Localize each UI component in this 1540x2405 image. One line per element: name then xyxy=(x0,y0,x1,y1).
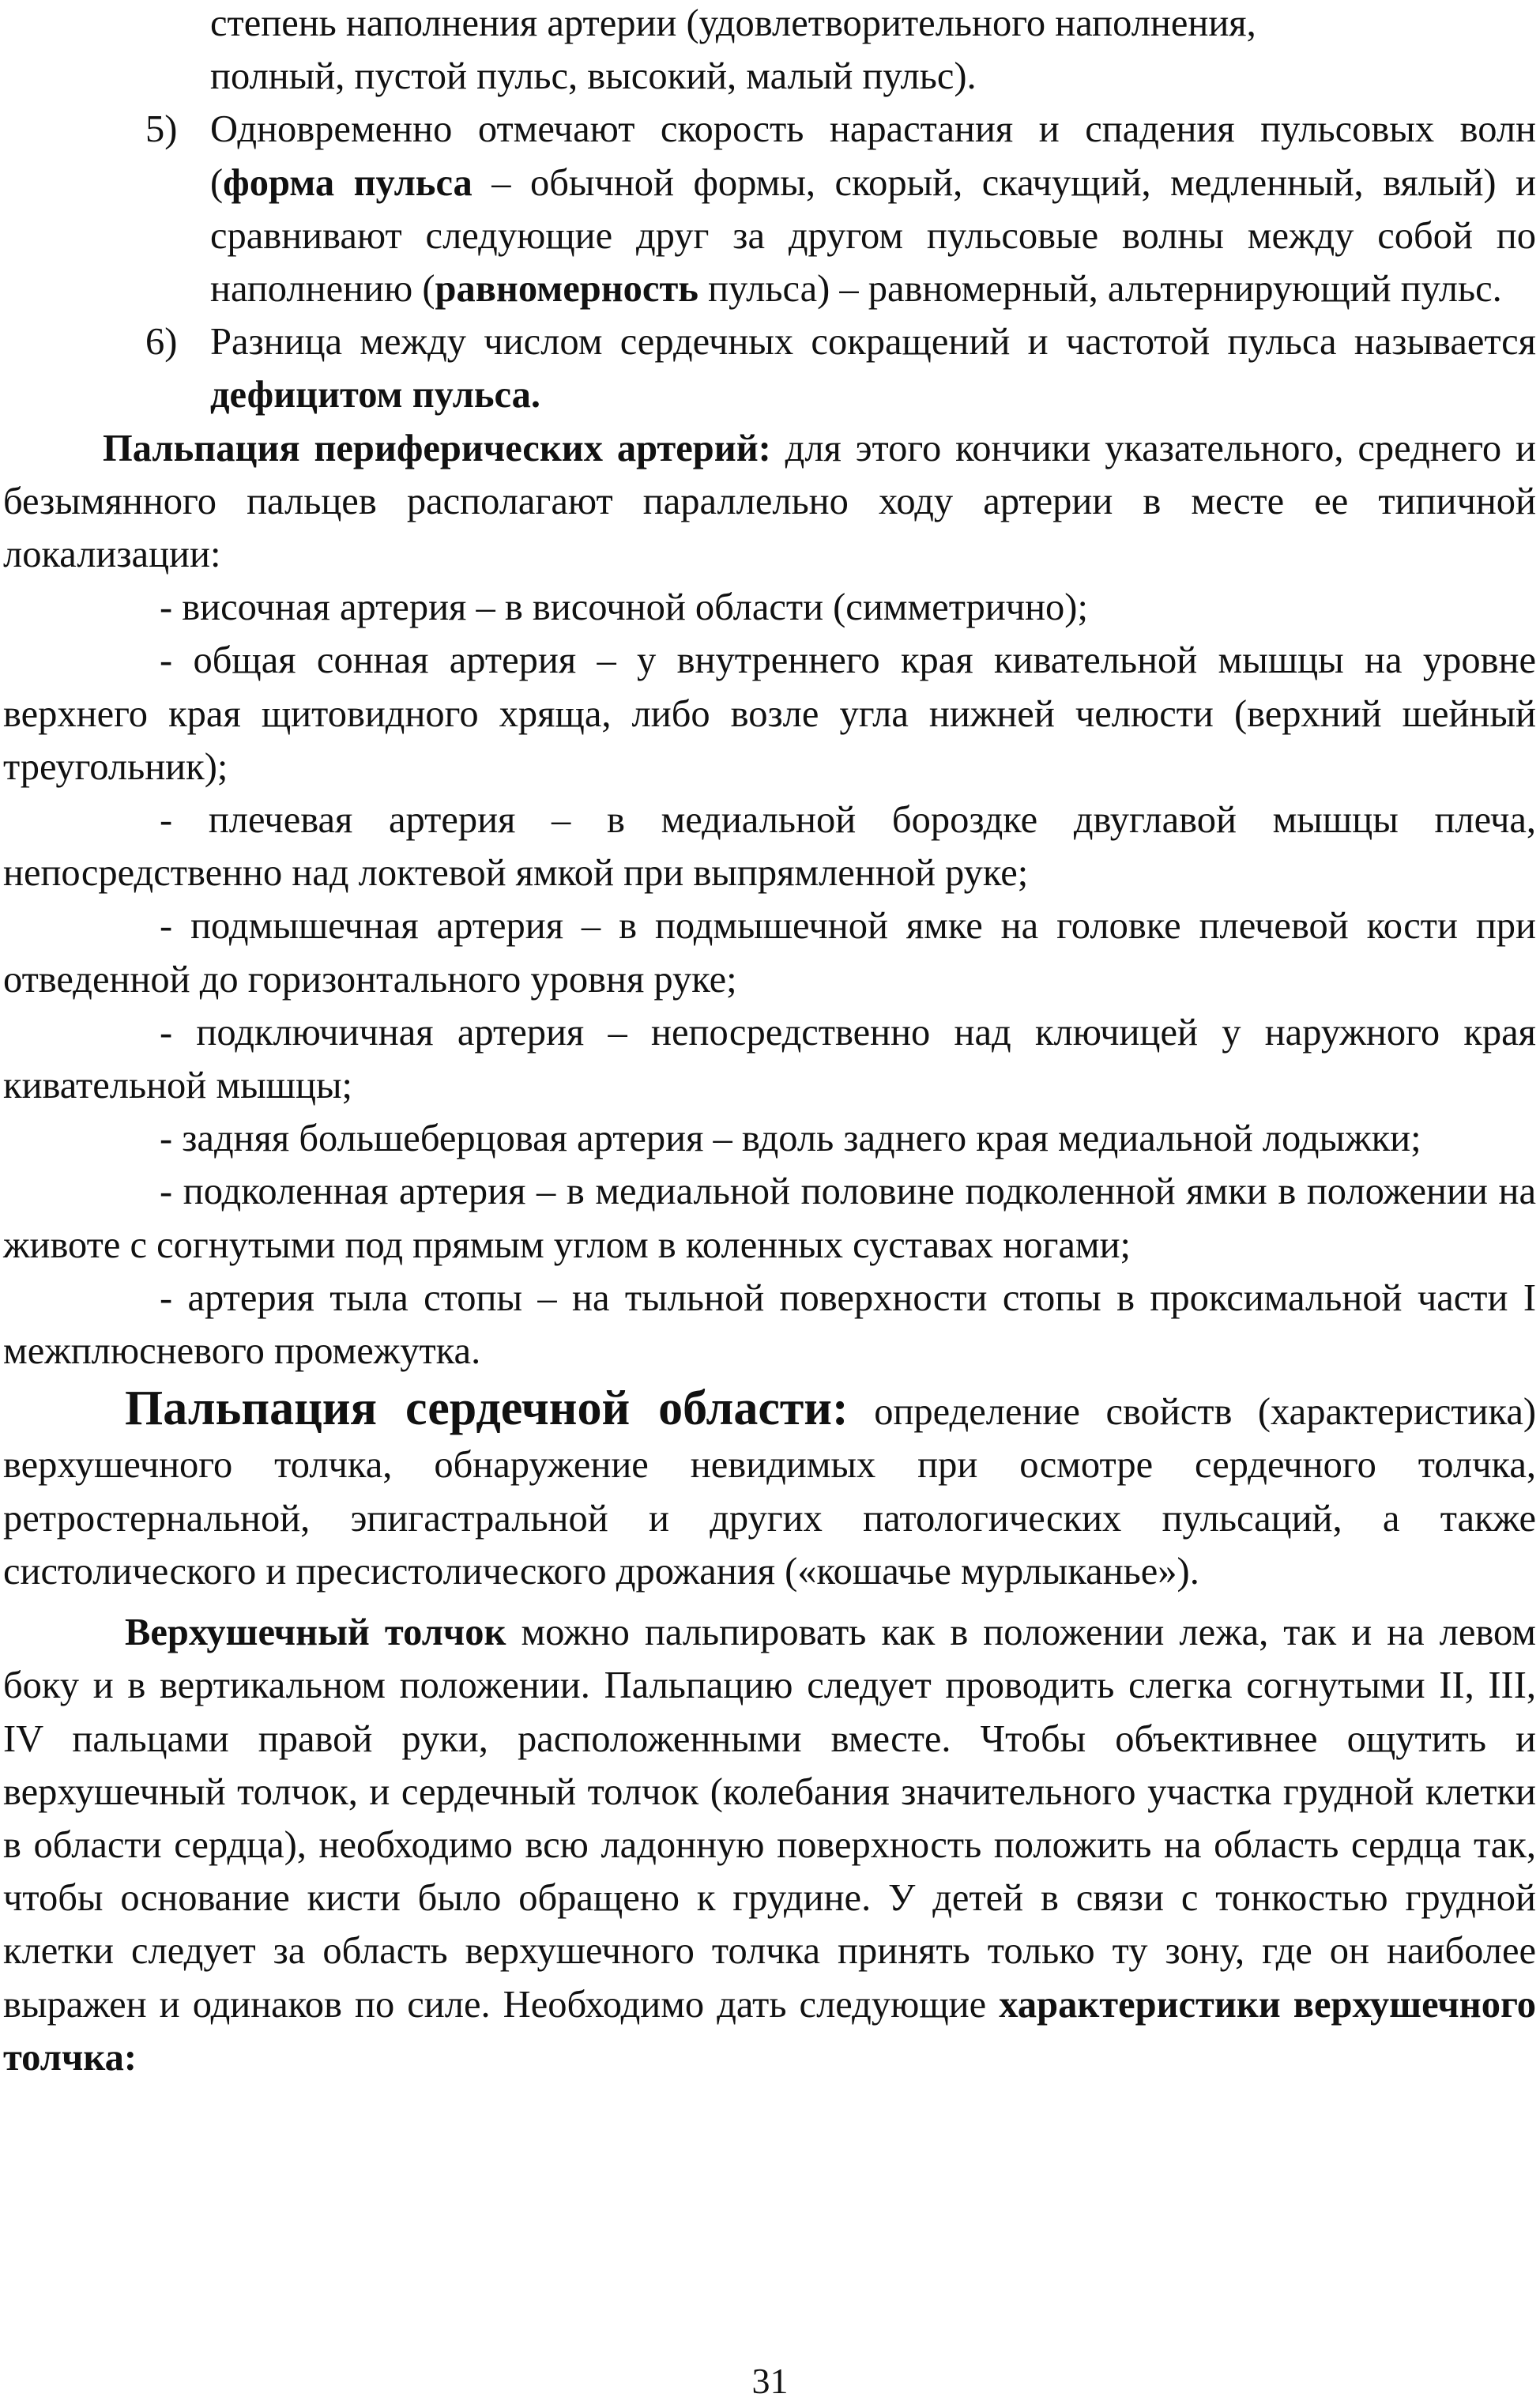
peripheral-arteries-text: для этого кончики указательного, среднего и безымянного пальцев располагают параллельно ходу артерии в месте ее типичной локализации: xyxy=(3,427,1536,576)
artery-temporal: - височная артерия – в височной области (симметрично); xyxy=(160,586,1088,629)
artery-axillary: - подмышечная артерия – в подмышечной ямке на головке плечевой кости при отведенной до горизонтального уровня руке; xyxy=(3,905,1536,1001)
peripheral-arteries-paragraph xyxy=(3,422,1536,582)
page-number: 31 xyxy=(751,2361,789,2401)
cardiac-palpation-text: определение свойств (характеристика) верхушечного толчка, обнаружение невидимых при осмотре сердечного толчка, ретростернальной, эпигастральной и других патологических пульсаций, а также систолического и пресистолического дрожания («кошачье мурлыканье»). xyxy=(3,1391,1537,1593)
item5-text-2: – обычной формы, скорый, скачущий, медленный, вялый) и сравнивают следующие друг за другом пульсовые волны между собой по наполнению ( xyxy=(210,161,1536,311)
continuation-line-2: полный, пустой пульс, высокий, малый пульс). xyxy=(210,55,977,98)
artery-posterior-tibial: - задняя большеберцовая артерия – вдоль заднего края медиальной лодыжки; xyxy=(160,1118,1421,1160)
artery-popliteal: - подколенная артерия – в медиальной половине подколенной ямки в положении на животе с согнутыми под прямым углом в коленных суставах ногами; xyxy=(3,1170,1536,1266)
continuation-line-1: степень наполнения артерии (удовлетворительного наполнения, xyxy=(210,2,1256,44)
text-column xyxy=(3,0,1536,2084)
apex-beat-text: можно пальпировать как в положении лежа, так и на левом боку и в вертикальном положении. Пальпацию следует проводить слегка согнутыми II, III, IV пальцами правой руки, расположенными вместе. Чтобы объективнее ощутить и верхушечный толчок, и сердечный толчок (колебания значительного участка грудной клетки в области сердца), необходимо всю ладонную поверхность положить на область сердца так, чтобы основание кисти было обращено к грудине. У детей в связи с тонкостью грудной клетки следует за область верхушечного толчка принять только ту зону, где он наиболее выражен и одинаков по силе. Необходимо дать следующие xyxy=(3,1612,1536,2026)
apex-beat-paragraph xyxy=(3,1606,1536,2084)
apex-beat-characteristics-heading: характеристики верхушечного толчка: xyxy=(3,1983,1537,2079)
item5-text-1: Одновременно отмечают скорость нарастания и спадения пульсовых волн ( xyxy=(210,108,1536,204)
term-pulse-form: форма пульса xyxy=(223,161,473,204)
apex-beat-heading: Верхушечный толчок xyxy=(125,1612,506,1654)
list-item-4-continuation xyxy=(3,0,1536,103)
artery-brachial: - плечевая артерия – в медиальной бороздке двуглавой мышцы плеча, непосредственно над локтевой ямкой при выпрямленной руке; xyxy=(3,799,1536,895)
artery-dorsalis-pedis: - артерия тыла стопы – на тыльной поверхности стопы в проксимальной части I межплюсневого промежутка. xyxy=(3,1276,1536,1373)
term-pulse-regularity: равномерность xyxy=(435,268,698,311)
cardiac-palpation-paragraph xyxy=(3,1382,1536,1598)
cardiac-palpation-heading: Пальпация сердечной области: xyxy=(125,1382,849,1436)
item5-text-3: пульса) – равномерный, альтернирующий пульс. xyxy=(698,268,1502,311)
artery-carotid: - общая сонная артерия – у внутреннего края кивательной мышцы на уровне верхнего края щитовидного хряща, либо возле угла нижней челюсти (верхний шейный треугольник); xyxy=(3,639,1536,788)
list-item-5 xyxy=(3,103,1536,315)
list-item-6 xyxy=(3,315,1536,421)
term-pulse-deficit: дефицитом пульса. xyxy=(210,374,541,417)
item6-text-1: Разница между числом сердечных сокращений и частотой пульса называется xyxy=(210,321,1536,364)
list-number-6: 6) xyxy=(145,321,178,364)
list-number-5: 5) xyxy=(145,108,178,151)
peripheral-arteries-heading: Пальпация периферических артерий: xyxy=(103,427,771,469)
artery-subclavian: - подключичная артерия – непосредственно над ключицей у наружного края кивательной мышцы; xyxy=(3,1011,1536,1107)
